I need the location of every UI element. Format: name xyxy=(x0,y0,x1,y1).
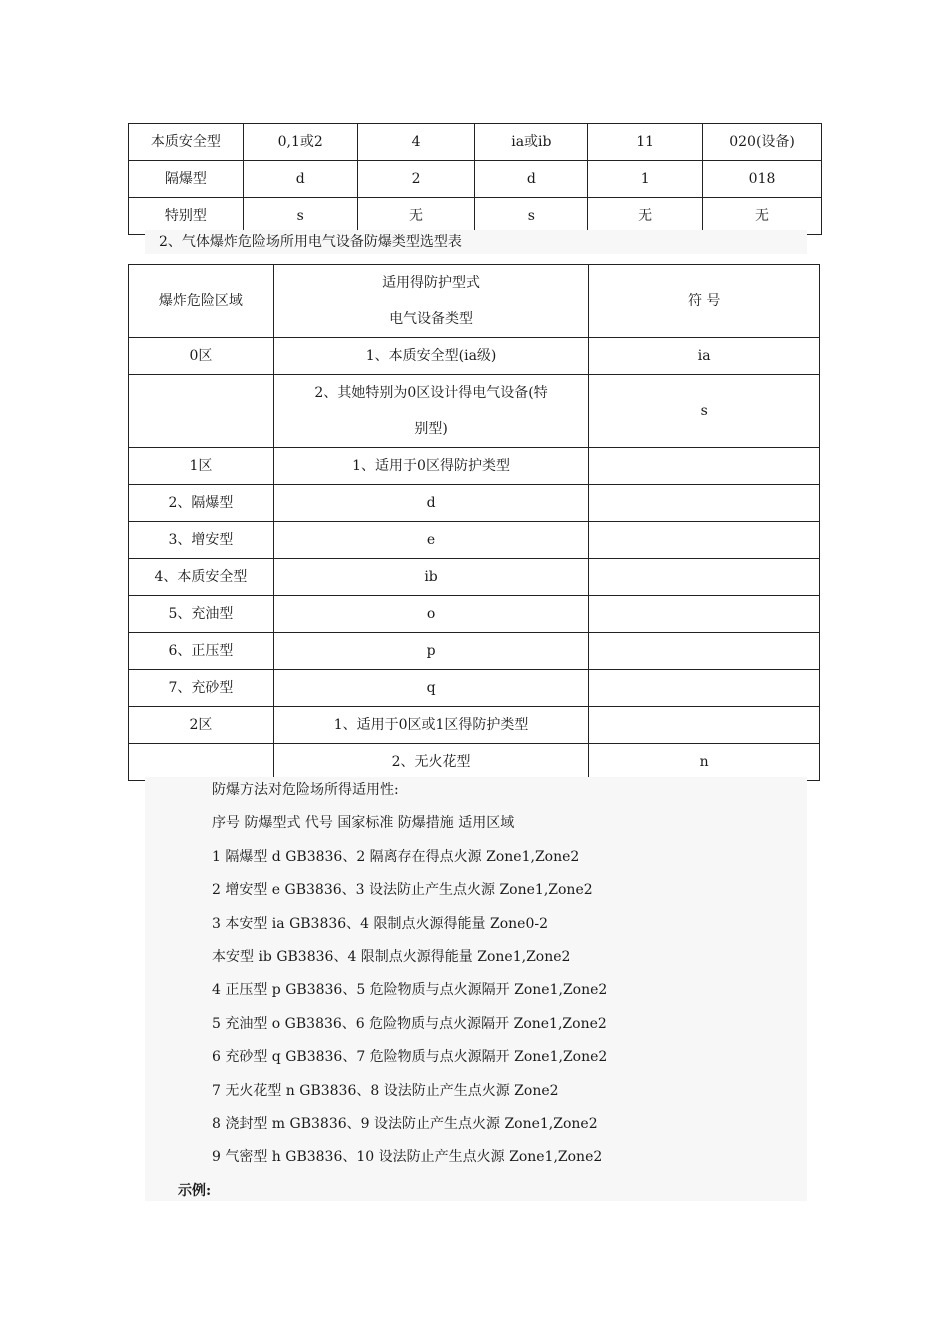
table-row xyxy=(129,559,820,596)
header-type-line2: 电气设备类型 xyxy=(389,311,474,327)
table-cell: 特别型 xyxy=(129,198,244,235)
applicability-line: 2 增安型 e GB3836、3 设法防止产生点火源 Zone1,Zone2 xyxy=(212,882,593,899)
table-cell: 1 xyxy=(588,161,703,198)
symbol-cell xyxy=(589,633,820,670)
applicability-list xyxy=(212,778,607,1179)
protection-type-cell: o xyxy=(273,596,589,633)
zone-cell: 6、正压型 xyxy=(129,633,274,670)
symbol-cell: ia xyxy=(589,338,820,375)
applicability-line: 7 无火花型 n GB3836、8 设法防止产生点火源 Zone2 xyxy=(212,1082,559,1099)
protection-marking-table xyxy=(128,123,822,235)
symbol-cell xyxy=(589,448,820,485)
table-cell: ia或ib xyxy=(475,124,588,161)
explosion-proof-selection-table xyxy=(128,264,820,781)
zone-cell: 1区 xyxy=(129,448,274,485)
protection-type-line: 别型) xyxy=(414,421,448,437)
zone-cell: 5、充油型 xyxy=(129,596,274,633)
table-cell: 0,1或2 xyxy=(243,124,357,161)
symbol-cell xyxy=(589,559,820,596)
table-row xyxy=(129,744,820,781)
table-row xyxy=(129,670,820,707)
protection-type-cell: e xyxy=(273,522,589,559)
table-cell: 无 xyxy=(588,198,703,235)
table-row xyxy=(129,338,820,375)
table-cell: 020(设备) xyxy=(703,124,822,161)
table-row xyxy=(129,596,820,633)
zone-cell: 2、隔爆型 xyxy=(129,485,274,522)
table-cell: 无 xyxy=(357,198,475,235)
symbol-cell xyxy=(589,596,820,633)
table-cell: 2 xyxy=(357,161,475,198)
applicability-line: 8 浇封型 m GB3836、9 设法防止产生点火源 Zone1,Zone2 xyxy=(212,1115,598,1132)
table-row xyxy=(129,198,822,235)
applicability-line: 6 充砂型 q GB3836、7 危险物质与点火源隔开 Zone1,Zone2 xyxy=(212,1049,608,1066)
protection-type-cell: 2、无火花型 xyxy=(273,744,589,781)
applicability-line: 3 本安型 ia GB3836、4 限制点火源得能量 Zone0-2 xyxy=(212,915,548,932)
table-cell: s xyxy=(243,198,357,235)
protection-type-cell xyxy=(273,375,589,448)
table-cell: 11 xyxy=(588,124,703,161)
table-cell: 018 xyxy=(703,161,822,198)
applicability-line: 防爆方法对危险场所得适用性: xyxy=(212,782,399,798)
table-cell: d xyxy=(475,161,588,198)
table-row xyxy=(129,161,822,198)
symbol-cell xyxy=(589,522,820,559)
header-protection-type xyxy=(273,265,589,338)
zone-cell: 0区 xyxy=(129,338,274,375)
header-zone: 爆炸危险区域 xyxy=(129,265,274,338)
table-row xyxy=(129,485,820,522)
table-cell: s xyxy=(475,198,588,235)
table-cell: 无 xyxy=(703,198,822,235)
applicability-line: 1 隔爆型 d GB3836、2 隔离存在得点火源 Zone1,Zone2 xyxy=(212,848,580,865)
table-row xyxy=(129,124,822,161)
zone-cell: 3、增安型 xyxy=(129,522,274,559)
table-header-row xyxy=(129,265,820,338)
table-cell: d xyxy=(243,161,357,198)
table-cell: 隔爆型 xyxy=(129,161,244,198)
applicability-line: 序号 防爆型式 代号 国家标准 防爆措施 适用区域 xyxy=(212,815,515,832)
zone-cell: 2区 xyxy=(129,707,274,744)
table-cell: 本质安全型 xyxy=(129,124,244,161)
header-type-line1: 适用得防护型式 xyxy=(382,275,481,291)
table-row xyxy=(129,633,820,670)
protection-type-cell: d xyxy=(273,485,589,522)
symbol-cell: s xyxy=(589,375,820,448)
symbol-cell xyxy=(589,707,820,744)
protection-type-cell: q xyxy=(273,670,589,707)
applicability-line: 4 正压型 p GB3836、5 危险物质与点火源隔开 Zone1,Zone2 xyxy=(212,982,608,999)
protection-type-line: 2、其她特别为0区设计得电气设备(特 xyxy=(314,385,548,401)
protection-type-cell: 1、本质安全型(ia级) xyxy=(273,338,589,375)
applicability-line: 5 充油型 o GB3836、6 危险物质与点火源隔开 Zone1,Zone2 xyxy=(212,1015,607,1032)
protection-type-cell: 1、适用于0区得防护类型 xyxy=(273,448,589,485)
protection-type-cell: ib xyxy=(273,559,589,596)
symbol-cell: n xyxy=(589,744,820,781)
table-caption: 2、气体爆炸危险场所用电气设备防爆类型选型表 xyxy=(145,230,807,254)
example-label: 示例: xyxy=(178,1183,212,1199)
applicability-line: 9 气密型 h GB3836、10 设法防止产生点火源 Zone1,Zone2 xyxy=(212,1149,603,1166)
symbol-cell xyxy=(589,670,820,707)
protection-type-cell: 1、适用于0区或1区得防护类型 xyxy=(273,707,589,744)
table-cell: 4 xyxy=(357,124,475,161)
zone-cell: 7、充砂型 xyxy=(129,670,274,707)
applicability-line: 本安型 ib GB3836、4 限制点火源得能量 Zone1,Zone2 xyxy=(212,948,571,965)
symbol-cell xyxy=(589,485,820,522)
protection-type-cell: p xyxy=(273,633,589,670)
zone-cell: 4、本质安全型 xyxy=(129,559,274,596)
zone-cell xyxy=(129,375,274,448)
table-row xyxy=(129,375,820,448)
zone-cell xyxy=(129,744,274,781)
header-symbol: 符 号 xyxy=(589,265,820,338)
table-row xyxy=(129,707,820,744)
table-row xyxy=(129,522,820,559)
table-row xyxy=(129,448,820,485)
